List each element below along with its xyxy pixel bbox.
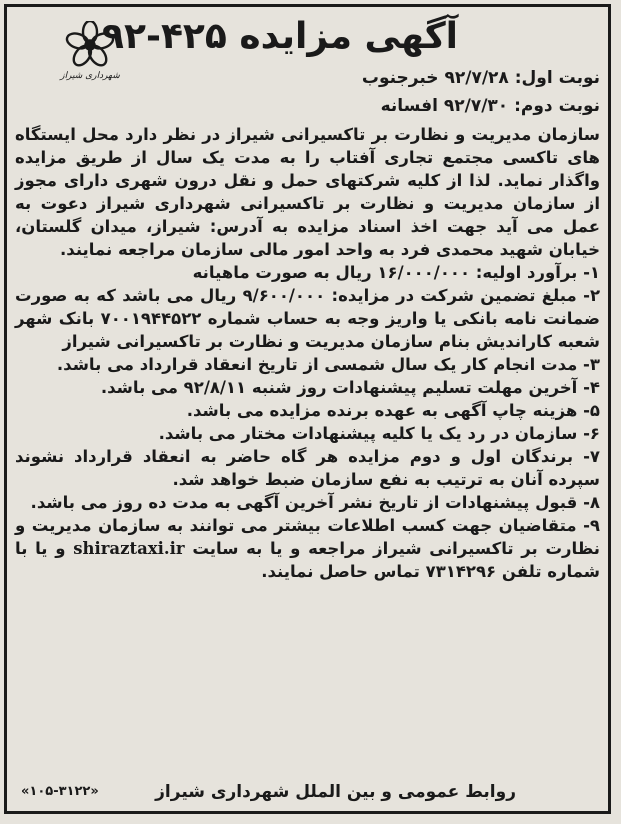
condition-item: ۳- مدت انجام کار یک سال شمسی از تاریخ انعقاد قرارداد می باشد. <box>56 355 600 374</box>
notice-body <box>15 123 600 583</box>
condition-item-9 <box>15 514 600 583</box>
second-issue-line: نوبت دوم: ۹۲/۷/۳۰ افسانه <box>380 96 600 116</box>
item9-text: ۹- متقاضیان جهت کسب اطلاعات بیشتر می توانند به سازمان مدیریت و نظارت بر تاکسیرانی شیراز مراجعه و یا به سایت <box>15 516 601 558</box>
condition-item: ۲- مبلغ تضمین شرکت در مزایده: ۹/۶۰۰/۰۰۰ ریال می باشد که به صورت ضمانت نامه بانکی یا واریز وجه به حساب شماره ۷۰۰۱۹۴۴۵۲۲ بانک شهر شعبه کارانديش بنام سازمان مدیریت و نظارت بر تاکسیرانی شیراز <box>15 286 601 351</box>
condition-item: ۷- برندگان اول و دوم مزایده هر گاه حاضر به انعقاد قرارداد نشوند سپرده آنان به ترتیب به نفع سازمان ضبط خواهد شد. <box>15 447 600 489</box>
condition-item: ۱- برآورد اولیه: ۱۶/۰۰۰/۰۰۰ ریال به صورت ماهیانه <box>192 263 600 282</box>
notice-title: آگهی مزایده ۴۲۵-۹۲ <box>102 16 458 57</box>
footer-publisher: روابط عمومی و بین الملل شهرداری شیراز <box>155 782 516 802</box>
item9-tail: و یا با شماره تلفن ۷۳۱۴۲۹۶ تماس حاصل نمایند. <box>15 539 600 581</box>
condition-item: ۴- آخرین مهلت تسلیم پیشنهادات روز شنبه ۹۲/۸/۱۱ می باشد. <box>100 378 600 397</box>
condition-item: ۶- سازمان در رد یک یا کلیه پیشنهادات مختار می باشد. <box>158 424 600 443</box>
condition-item: ۵- هزینه چاپ آگهی به عهده برنده مزایده می باشد. <box>186 401 600 420</box>
first-issue-line: نوبت اول: ۹۲/۷/۲۸ خبرجنوب <box>361 68 600 88</box>
website-link[interactable]: shiraztaxi.ir <box>73 539 185 558</box>
logo-caption: شهرداری شیراز <box>60 71 120 81</box>
footer <box>15 779 600 805</box>
notice-frame <box>4 4 611 814</box>
footer-code: «۱۰۵-۳۱۲۲» <box>21 784 99 799</box>
intro-paragraph: سازمان مدیریت و نظارت بر تاکسیرانی شیراز در نظر دارد محل ایستگاه های تاکسی مجتمع تجاری آفتاب را به مدت یک سال از طریق مزایده واگذار نماید. لذا از کلیه شرکتهای حمل و نقل درون شهری دارای مجوز از سازمان مدیریت و نظارت بر تاکسیرانی شهرداری شیراز دعوت به عمل می آید جهت اخذ اسناد مزایده به آدرس: شیراز، میدان گلستان، خیابان شهید محمدی فرد به واحد امور مالی سازمان مراجعه نمایند. <box>15 125 600 259</box>
condition-item: ۸- قبول پیشنهادات از تاریخ نشر آخرین آگهی به مدت ده روز می باشد. <box>30 493 600 512</box>
